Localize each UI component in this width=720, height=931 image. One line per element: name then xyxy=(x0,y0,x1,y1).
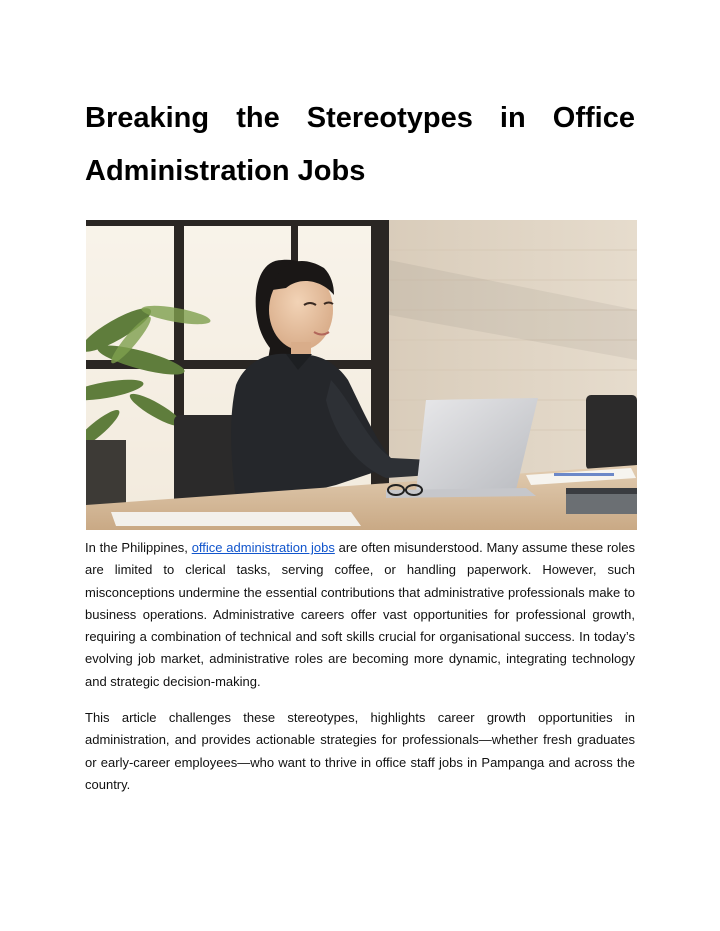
article-paragraph-2: This article challenges these stereotypes, highlights career growth opportunities in administration, and provides actionable strategies for professionals—whether fresh graduates or early-career employees—who want to thrive in office staff jobs in Pampanga and across the country. xyxy=(85,710,635,792)
paragraph-text-before-link: In the Philippines, xyxy=(85,540,192,555)
hero-image xyxy=(86,220,637,530)
article-title: Breaking the Stereotypes in Office Administration Jobs xyxy=(85,102,635,187)
paragraph-text-after-link: are often misunderstood. Many assume these roles are limited to clerical tasks, serving coffee, or handling paperwork. However, such misconceptions undermine the essential contributions that administrative professionals make to business operations. Administrative careers offer vast opportunities for professional growth, requiring a combination of technical and soft skills crucial for organisational success. In today’s evolving job market, administrative roles are becoming more dynamic, integrating technology and strategic decision-making. xyxy=(85,540,636,689)
intro-paragraph xyxy=(85,537,635,693)
office-administration-jobs-link[interactable]: office administration jobs xyxy=(191,540,335,555)
